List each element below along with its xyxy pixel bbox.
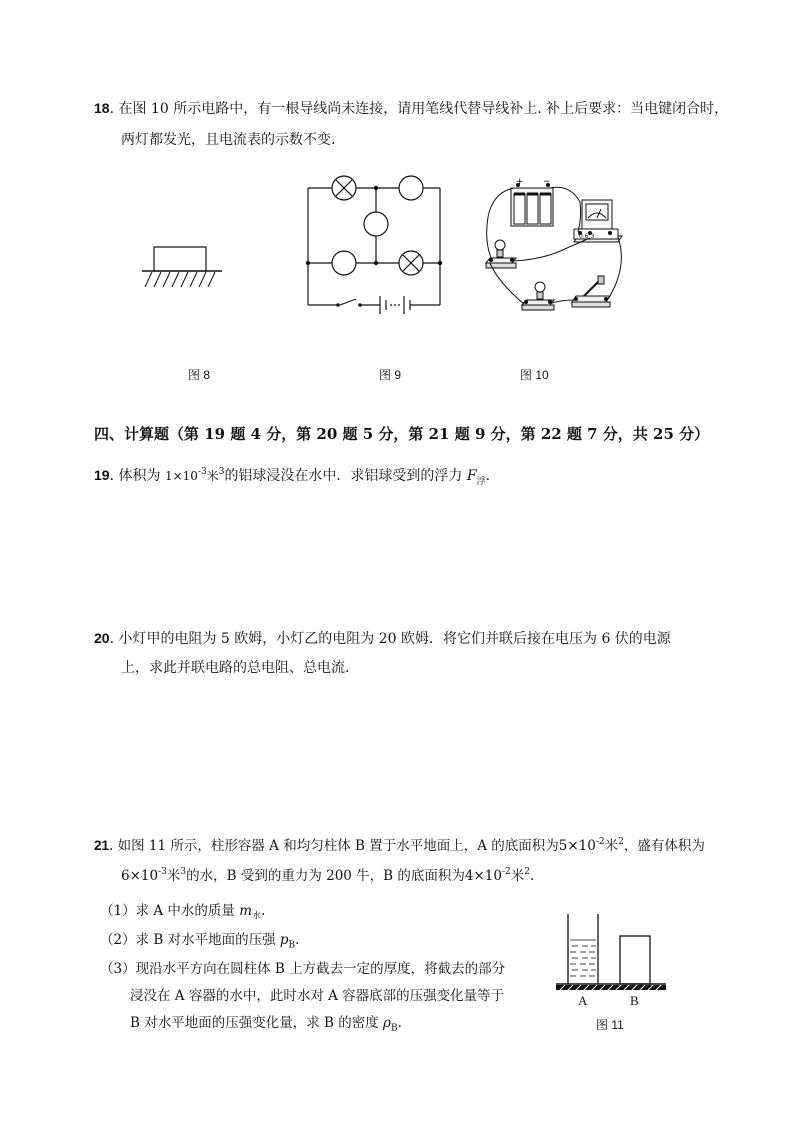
q21-area-b-exp: -2 <box>501 867 511 877</box>
q21-part1 <box>100 901 265 927</box>
q21-line2 <box>121 862 534 886</box>
q21-area-a-unit-exp: 2 <box>618 837 624 847</box>
q19-text-pre: . 体积为 <box>109 468 161 484</box>
q21-text-2a: 的水，B 受到的重力为 200 牛，B 的底面积为 <box>186 868 465 884</box>
figure-11-label-b: B <box>630 993 639 1008</box>
q21-part3-text: B 对水平地面的压强变化量，求 B 的密度 <box>130 1015 379 1031</box>
figure-10-circuit <box>478 172 628 322</box>
q21-part2 <box>100 930 299 956</box>
q20-line1 <box>94 628 671 649</box>
ammeter-scale-label: 0.6 3 <box>579 233 595 240</box>
q21-area-b-unit-exp: 2 <box>524 867 530 877</box>
q21-volume-exp: -3 <box>158 867 167 877</box>
q21-number: 21 <box>94 838 110 853</box>
q21-part1-symbol <box>239 903 262 922</box>
q21-part2-sub: B <box>288 940 296 951</box>
q19-volume-base: 1×10 <box>164 469 198 483</box>
q21-part3-symbol <box>383 1015 398 1034</box>
figure-11-label-a: A <box>578 993 588 1008</box>
q19-force-sub: 浮 <box>476 476 486 487</box>
q21-text-1b: ，盛有体积为 <box>623 838 705 854</box>
section-4-title: 四、计算题（第 19 题 4 分，第 20 题 5 分，第 21 题 9 分，第 22 题 7 分，共 25 分） <box>94 425 710 443</box>
q21-volume-unit-exp: 3 <box>180 867 187 877</box>
q21-part3-line1: （3）现沿水平方向在圆柱体 B 上方截去一定的厚度，将截去的部分 <box>100 961 506 977</box>
svg-text:−: − <box>543 177 551 187</box>
q21-part3-line2: 浸没在 A 容器的水中，此时水对 A 容器底部的压强变化量等于 <box>130 988 505 1004</box>
q21-area-b <box>465 868 530 884</box>
q21-part2-text: （2）求 B 对水平地面的压强 <box>100 932 276 948</box>
q21-part3-line3 <box>130 1013 402 1039</box>
q21-area-a-base: 5×10 <box>558 838 596 854</box>
q21-volume-unit: 米 <box>166 868 181 884</box>
q20-text-1: . 小灯甲的电阻为 5 欧姆，小灯乙的电阻为 20 欧姆．将它们并联后接在电压为 6 伏的电源 <box>109 631 671 647</box>
q21-part1-end: . <box>261 903 266 919</box>
q21-area-a-exp: -2 <box>595 837 605 847</box>
q21-text-1a: . 如图 11 所示，柱形容器 A 和均匀柱体 B 置于水平地面上，A 的底面积为 <box>109 838 559 854</box>
q19-volume <box>165 469 225 483</box>
q19-volume-unit-exp: 3 <box>218 467 225 477</box>
figure-11-caption: 图 11 <box>596 1018 624 1032</box>
q19-line <box>94 462 490 492</box>
q19-volume-exp: -3 <box>197 467 207 477</box>
q21-area-b-base: 4×10 <box>464 868 502 884</box>
figure-8-caption: 图 8 <box>188 368 211 382</box>
q21-part3-sub: B <box>390 1023 398 1034</box>
q20-line2: 上，求此并联电路的总电阻、总电流． <box>121 660 359 676</box>
figure-9-caption: 图 9 <box>379 368 402 382</box>
q21-area-a <box>559 838 624 854</box>
q19-number: 19 <box>94 467 110 483</box>
q21-part3-letter: ρ <box>383 1015 391 1031</box>
q21-area-a-unit: 米 <box>604 838 619 854</box>
q18-text-1: . 在图 10 所示电路中，有一根导线尚未连接，请用笔线代替导线补上. 补上后要求：当电键闭合时， <box>109 101 729 117</box>
q19-text-mid: 的铝球浸没在水中．求铝球受到的浮力 <box>224 468 463 484</box>
q19-volume-unit: 米 <box>206 469 219 483</box>
figure-8 <box>140 245 230 295</box>
q18-number: 18 <box>94 100 110 116</box>
q21-text-2b: . <box>530 868 535 884</box>
svg-text:+: + <box>516 177 524 187</box>
q21-part2-end: . <box>295 932 300 948</box>
q21-line1 <box>94 832 705 856</box>
q21-part1-sub: 水 <box>252 911 262 922</box>
figure-10-caption: 图 10 <box>520 368 549 382</box>
q19-text-end: . <box>485 468 491 484</box>
figure-9-circuit <box>300 175 450 315</box>
q21-area-b-unit: 米 <box>510 868 525 884</box>
q19-force-letter: F <box>466 468 477 484</box>
q21-volume-base: 6×10 <box>121 868 159 884</box>
figure-11 <box>552 912 672 1012</box>
q21-part3-end: . <box>397 1015 402 1031</box>
q20-number: 20 <box>94 630 110 646</box>
q21-part2-letter: p <box>279 932 289 948</box>
q21-volume <box>121 868 186 884</box>
q18-line1 <box>94 98 728 119</box>
q21-part2-symbol <box>279 932 296 951</box>
q19-force-symbol <box>466 468 486 487</box>
q21-part1-text: （1）求 A 中水的质量 <box>100 903 235 919</box>
q21-part1-letter: m <box>239 903 253 919</box>
q18-line2: 两灯都发光，且电流表的示数不变. <box>121 132 336 148</box>
